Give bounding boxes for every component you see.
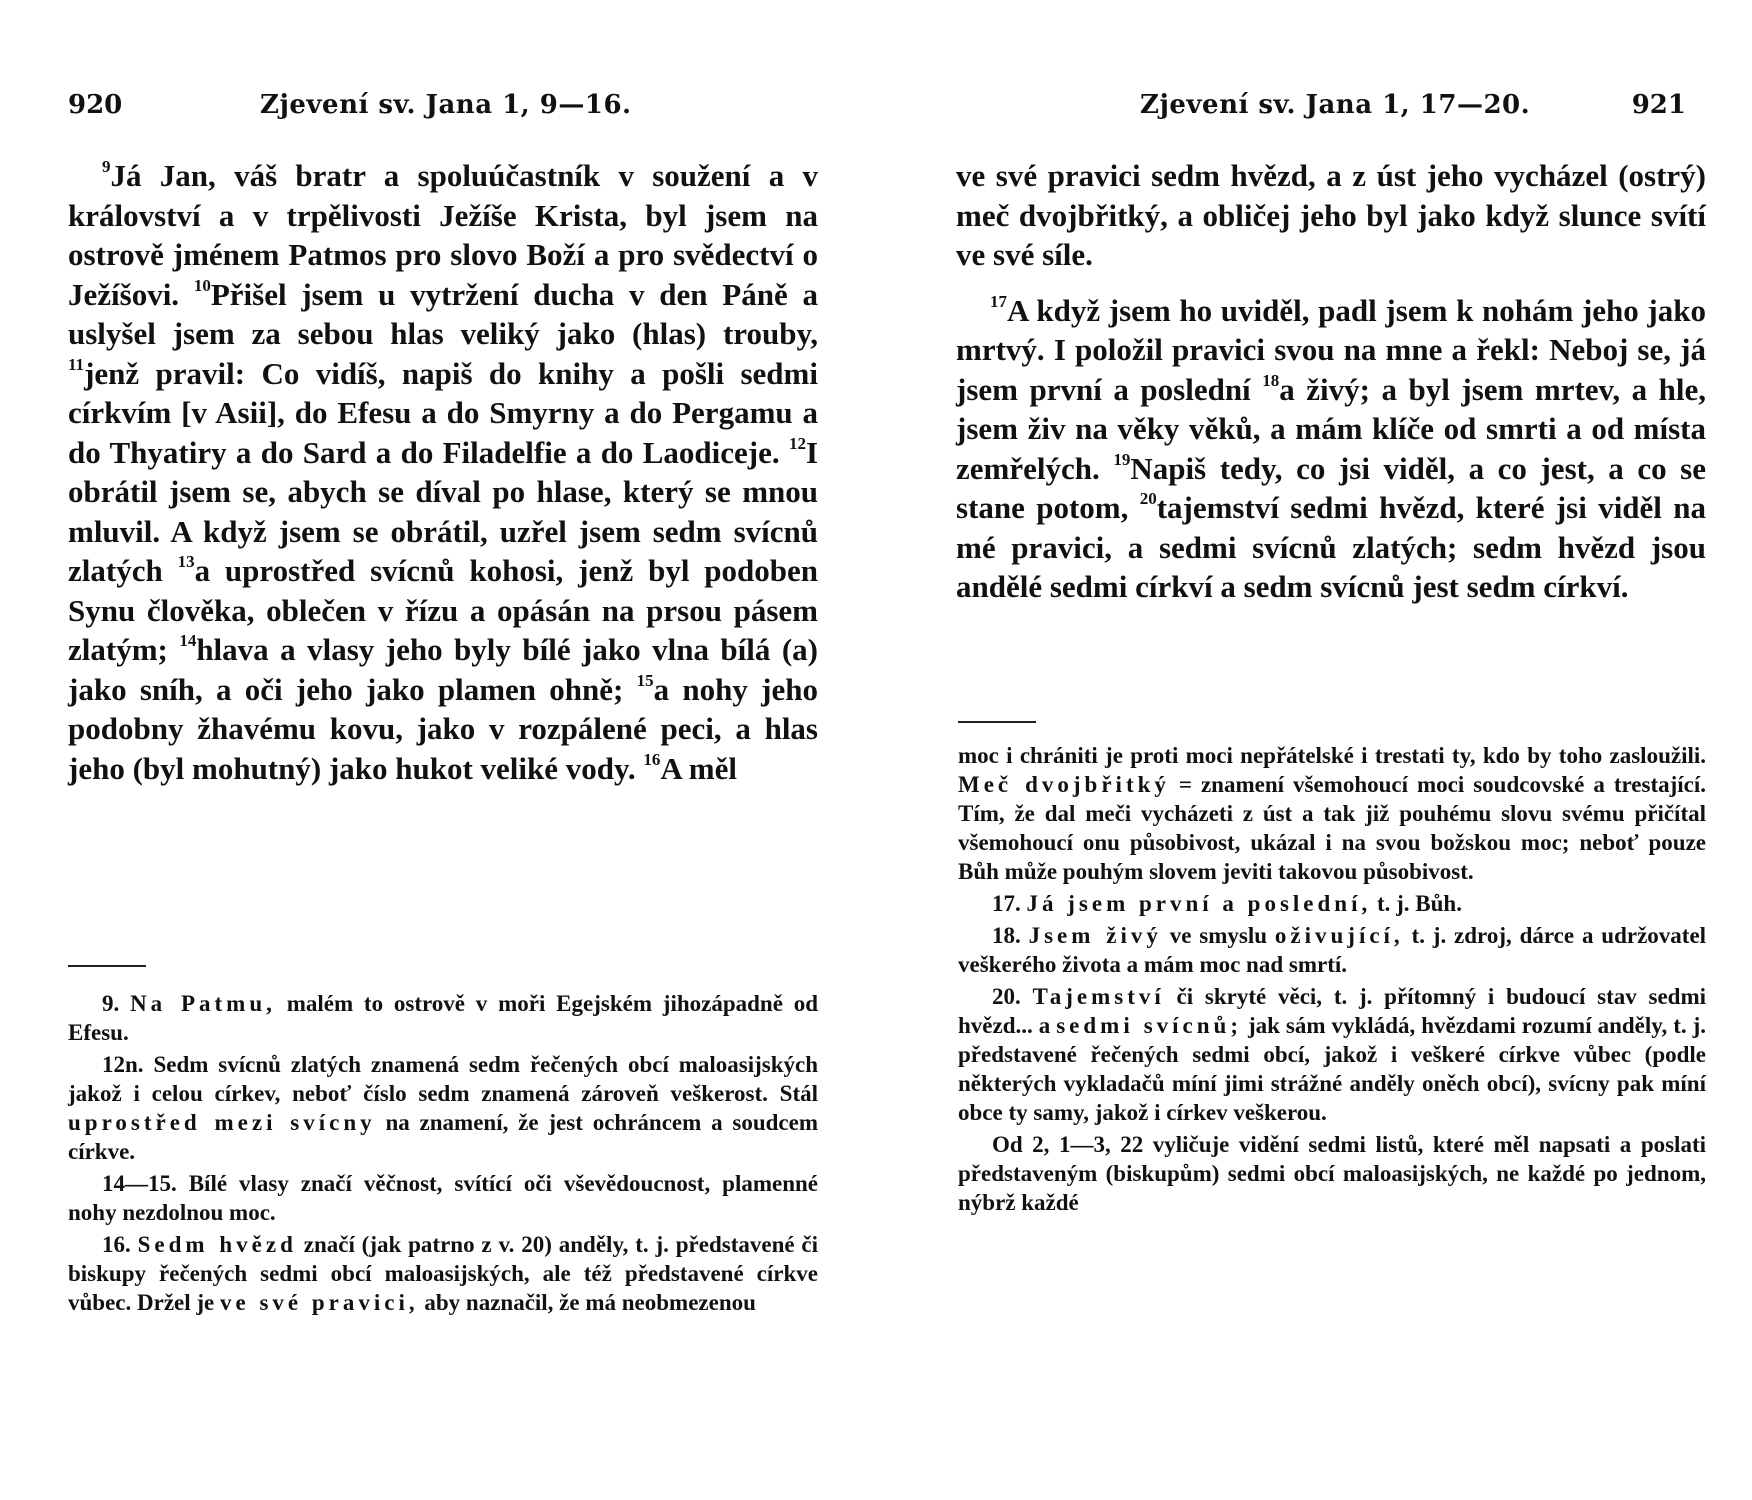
footnote-term: Sedm hvězd: [137, 1232, 297, 1257]
verse-text: a uprostřed svícnů kohosi, jenž byl podoben Synu člověka, oblečen v řízu a opásán na prsou pásem zlatým;: [68, 553, 819, 667]
footnote-term: uprostřed mezi svícny: [68, 1110, 376, 1135]
verse-text: jenž pravil: Co vidíš, napiš do knihy a pošli sedmi církvím [v Asii], do Efesu a do Smyrny a do Pergamu a do Thyatiry a do Sard a do Filadelfie a do Laodiceje.: [68, 355, 818, 470]
footnote: [958, 889, 1706, 918]
verse-text: tajemství sedmi hvězd, které jsi viděl na mé pravici, a sedmi svícnů zlatých; sedm hvězd jsou andělé sedmi církví a sedm svícnů jest sedm církví.: [956, 490, 1706, 604]
footnote: [958, 1130, 1706, 1217]
verse-number: 9: [102, 157, 111, 176]
verse-number: 20: [1139, 489, 1157, 508]
footnote-number: 9.: [102, 991, 120, 1016]
verse-text: Přišel jsem u vytržení ducha v den Páně a uslyšel jsem za sebou hlas veliký jako (hlas) trouby,: [68, 276, 818, 351]
verse-text: A když jsem ho uviděl, padl jsem k nohám jeho jako mrtvý. I položil pravici svou na mne a řekl: Neboj se, já jsem první a poslední: [956, 292, 1706, 407]
footnote-text: Sedm svícnů zlatých znamená sedm řečených obcí maloasijských jakož i celou církev, neboť číslo sedm znamená zároveň veškerost. Stál: [68, 1052, 819, 1106]
footnote: [958, 741, 1706, 886]
running-title: Zjevení sv. Jana 1, 9—16.: [260, 90, 632, 120]
footnote-divider: [68, 965, 146, 967]
footnote-text: jak sám vykládá, hvězdami rozumí anděly, t. j. představené řečených sedmi obcí, jakož i veškeré církve vůbec (podle některých vykladačů míní jimi strážné anděly oněch obcí), svícny pak míní obce ty samy, jakož i církev veškerou.: [958, 1013, 1707, 1125]
footnote-term: Jsem živý: [1028, 923, 1162, 948]
footnote-text: t. j. Bůh.: [1376, 891, 1462, 916]
verse-text: Napiš tedy, co jsi viděl, a co jest, a co se stane potom,: [956, 450, 1707, 525]
paragraph: [956, 156, 1706, 275]
footnote-number: 17.: [992, 891, 1021, 916]
footnote-term: ve své pravici,: [220, 1290, 419, 1315]
verse-number: 17: [990, 291, 1007, 311]
verse-number: 10: [193, 275, 211, 295]
left-header: [0, 90, 876, 130]
footnote: [958, 921, 1706, 979]
footnote-term: Meč dvojbřitký: [958, 772, 1170, 797]
footnote-term: Já jsem první a poslední,: [1026, 891, 1372, 916]
footnote-term: sedmi svícnů;: [1056, 1013, 1242, 1038]
main-text: [956, 156, 1706, 623]
verse-number: 14: [179, 631, 197, 650]
verse-number: 16: [643, 749, 661, 769]
footnote: [68, 989, 818, 1047]
page-number: 920: [68, 90, 123, 120]
verse-number: 15: [636, 670, 654, 690]
footnote-text: t. j. zdroj, dárce a udržovatel veškerého života a mám moc nad smrtí.: [958, 923, 1707, 977]
right-header: [876, 90, 1752, 130]
footnotes: [68, 989, 818, 1320]
footnote: [68, 1169, 818, 1227]
footnote-text: na znamení, že jest ochráncem a soudcem církve.: [68, 1110, 818, 1164]
footnote-term: Na Patmu,: [130, 991, 276, 1016]
footnote-term: Tajemství: [1032, 984, 1165, 1009]
verse-text: hlava a vlasy jeho byly bílé jako vlna bílá (a) jako sníh, a oči jeho jako plamen ohně;: [68, 632, 818, 707]
footnote: [68, 1050, 818, 1166]
verse-text: Já Jan, váš bratr a spoluúčastník v soužení a v království a v trpělivosti Ježíše Krista, byl jsem na ostrově jménem Patmos pro slovo Boží a pro svědectví o Ježíšovi.: [68, 158, 818, 312]
footnote-number: 16.: [102, 1232, 131, 1257]
running-title: Zjevení sv. Jana 1, 17—20.: [1140, 90, 1531, 120]
footnote-text: malém to ostrově v moři Egejském jihozápadně od Efesu.: [68, 991, 819, 1045]
footnote-text: či skryté věci, t. j. přítomný i budoucí stav sedmi hvězd... a: [958, 984, 1706, 1038]
footnote-number: 18.: [992, 923, 1021, 948]
footnote-text: Od 2, 1—3, 22 vyličuje vidění sedmi listů, které měl napsati a poslati představeným (biskupům) sedmi obcí maloasijských, ne každé po jednom, nýbrž každé: [958, 1132, 1706, 1215]
footnote: [68, 1230, 818, 1317]
footnote-text: Bílé vlasy značí věčnost, svítící oči vševědoucnost, plamenné nohy nezdolnou moc.: [68, 1171, 819, 1225]
verse-number: 13: [177, 552, 195, 571]
verse-text: a nohy jeho podobny žhavému kovu, jako v rozpálené peci, a hlas jeho (byl mohutný) jako hukot veliké vody.: [68, 671, 819, 786]
footnote: [958, 982, 1706, 1127]
page-number: 921: [1631, 90, 1686, 120]
verse-text: I obrátil jsem se, abych se díval po hlase, který se mnou mluvil. A když jsem se obrátil, uzřel jsem sedm svícnů zlatých: [68, 434, 819, 588]
footnote-text: = znamení všemohoucí moci soudcovské a trestající. Tím, že dal meči vycházeti z úst a tak již pouhému slovu svému přičítal všemohoucí onu působivost, ukázal i na svou božskou moc; neboť pouze Bůh může pouhým slovem jeviti takovou působivost.: [958, 772, 1707, 884]
footnote-divider: [958, 721, 1036, 723]
footnote-text: moc i chrániti je proti moci nepřátelské i trestati ty, kdo by toho zasloužili.: [958, 743, 1706, 768]
footnote-number: 12n.: [102, 1052, 144, 1077]
paragraph: [956, 291, 1706, 607]
paragraph: [68, 156, 818, 788]
verse-number: 18: [1262, 370, 1280, 390]
verse-number: 19: [1113, 449, 1131, 469]
footnote-term: oživující,: [1274, 923, 1404, 948]
footnote-number: 14—15.: [102, 1171, 177, 1196]
verse-text: A měl: [660, 750, 737, 786]
footnotes: [958, 741, 1706, 1220]
verse-number: 12: [788, 433, 806, 453]
verse-text: ve své pravici sedm hvězd, a z úst jeho vycházel (ostrý) meč dvojbřitký, a obličej jeho byl jako když slunce svítí ve své síle.: [956, 158, 1706, 272]
main-text: [68, 156, 818, 804]
footnote-text: aby naznačil, že má neobmezenou: [424, 1290, 756, 1315]
right-page: [876, 0, 1752, 1500]
footnote-text: ve smyslu: [1169, 923, 1268, 948]
footnote-number: 20.: [992, 984, 1021, 1009]
verse-text: a živý; a byl jsem mrtev, a hle, jsem živ na věky věků, a mám klíče od smrti a od místa zemřelých.: [956, 371, 1706, 486]
verse-number: 11: [68, 354, 85, 374]
footnote-text: značí (jak patrno z v. 20) anděly, t. j. představené či biskupy řečených sedmi obcí maloasijských, ale též představené církve vůbec. Držel je: [68, 1232, 819, 1315]
